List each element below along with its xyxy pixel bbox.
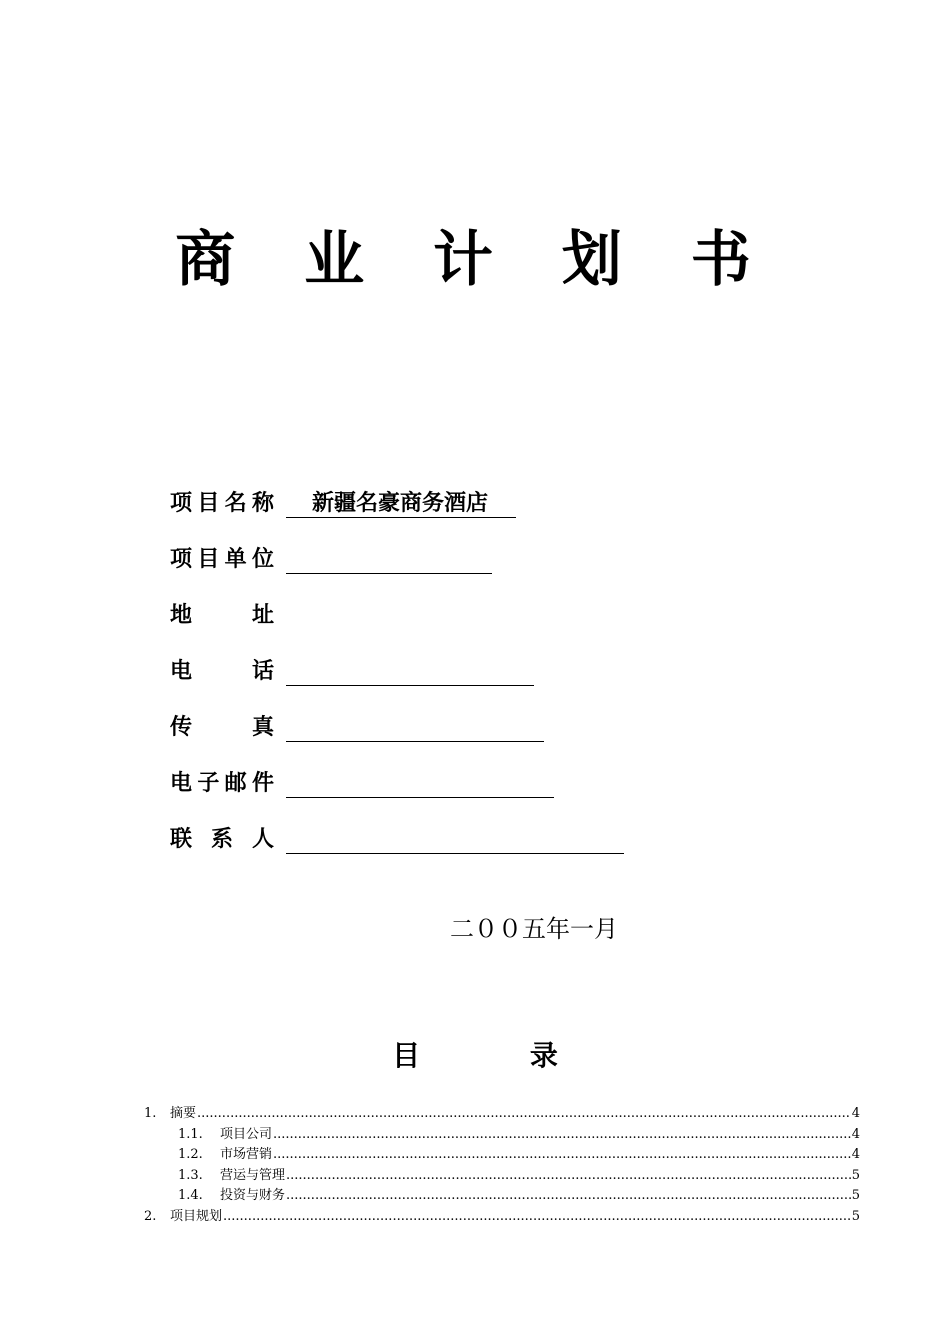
field-label: 项目名称 [170,490,274,516]
toc-entry-label: 项目公司 [220,1126,273,1142]
field-project-name [170,484,516,518]
toc-entry[interactable] [140,1145,860,1166]
field-label: 传 真 [170,714,274,740]
toc-entry-number: 1.4. [178,1188,203,1203]
field-value-line [286,768,554,798]
toc-entry-number: 1.1. [178,1126,203,1142]
toc-entry[interactable] [140,1207,860,1228]
field-value-line [286,656,534,686]
field-email [170,764,554,798]
toc-entry-page: 4 [851,1106,860,1121]
field-value: 新疆名豪商务酒店 [312,490,489,516]
toc-dot-leader [273,1145,851,1165]
toc-entry-number: 2. [144,1208,157,1224]
toc-entry[interactable] [140,1186,860,1207]
field-value-line [286,544,492,574]
document-date: 二００五年一月 [450,915,618,943]
field-fax [170,708,544,742]
field-value-line [286,488,516,518]
field-label: 地 址 [170,602,274,628]
field-contact [170,820,624,854]
field-value [286,770,312,796]
field-label: 联 系 人 [170,826,274,852]
toc-dot-leader [273,1125,851,1145]
toc-entry-page: 5 [851,1188,860,1203]
field-label: 电 话 [170,658,274,684]
toc-entry-number: 1. [144,1106,157,1121]
toc-dot-leader [286,1186,851,1206]
toc-dot-leader [223,1207,851,1227]
field-value-line [286,712,544,742]
toc-entry[interactable] [140,1125,860,1146]
toc-entry-number: 1.3. [178,1167,203,1183]
field-value [286,658,312,684]
table-of-contents [140,1104,860,1227]
toc-entry-label: 市场营销 [220,1147,273,1162]
toc-entry-page: 5 [851,1208,860,1224]
toc-entry-number: 1.2. [178,1147,203,1162]
field-label: 电子邮件 [170,770,274,796]
field-value [286,546,312,572]
field-address [170,596,486,630]
toc-entry-page: 5 [851,1167,860,1183]
toc-dot-leader [197,1104,851,1124]
field-value [286,602,312,628]
toc-entry[interactable] [140,1166,860,1187]
toc-entry-page: 4 [851,1147,860,1162]
toc-entry[interactable] [140,1104,860,1125]
field-value [286,714,312,740]
toc-entry-label: 营运与管理 [220,1167,286,1183]
toc-entry-label: 投资与财务 [220,1188,286,1203]
toc-entry-label: 摘要 [170,1106,197,1121]
toc-title: 目 录 [392,1039,608,1072]
field-label: 项目单位 [170,546,274,572]
field-project-unit [170,540,492,574]
field-value [286,826,312,852]
field-value-line [286,600,486,630]
toc-entry-page: 4 [851,1126,860,1142]
field-value-line [286,824,624,854]
toc-dot-leader [286,1166,851,1186]
toc-entry-label: 项目规划 [170,1208,223,1224]
document-title: 商 业 计 划 书 [175,225,775,295]
field-phone [170,652,534,686]
